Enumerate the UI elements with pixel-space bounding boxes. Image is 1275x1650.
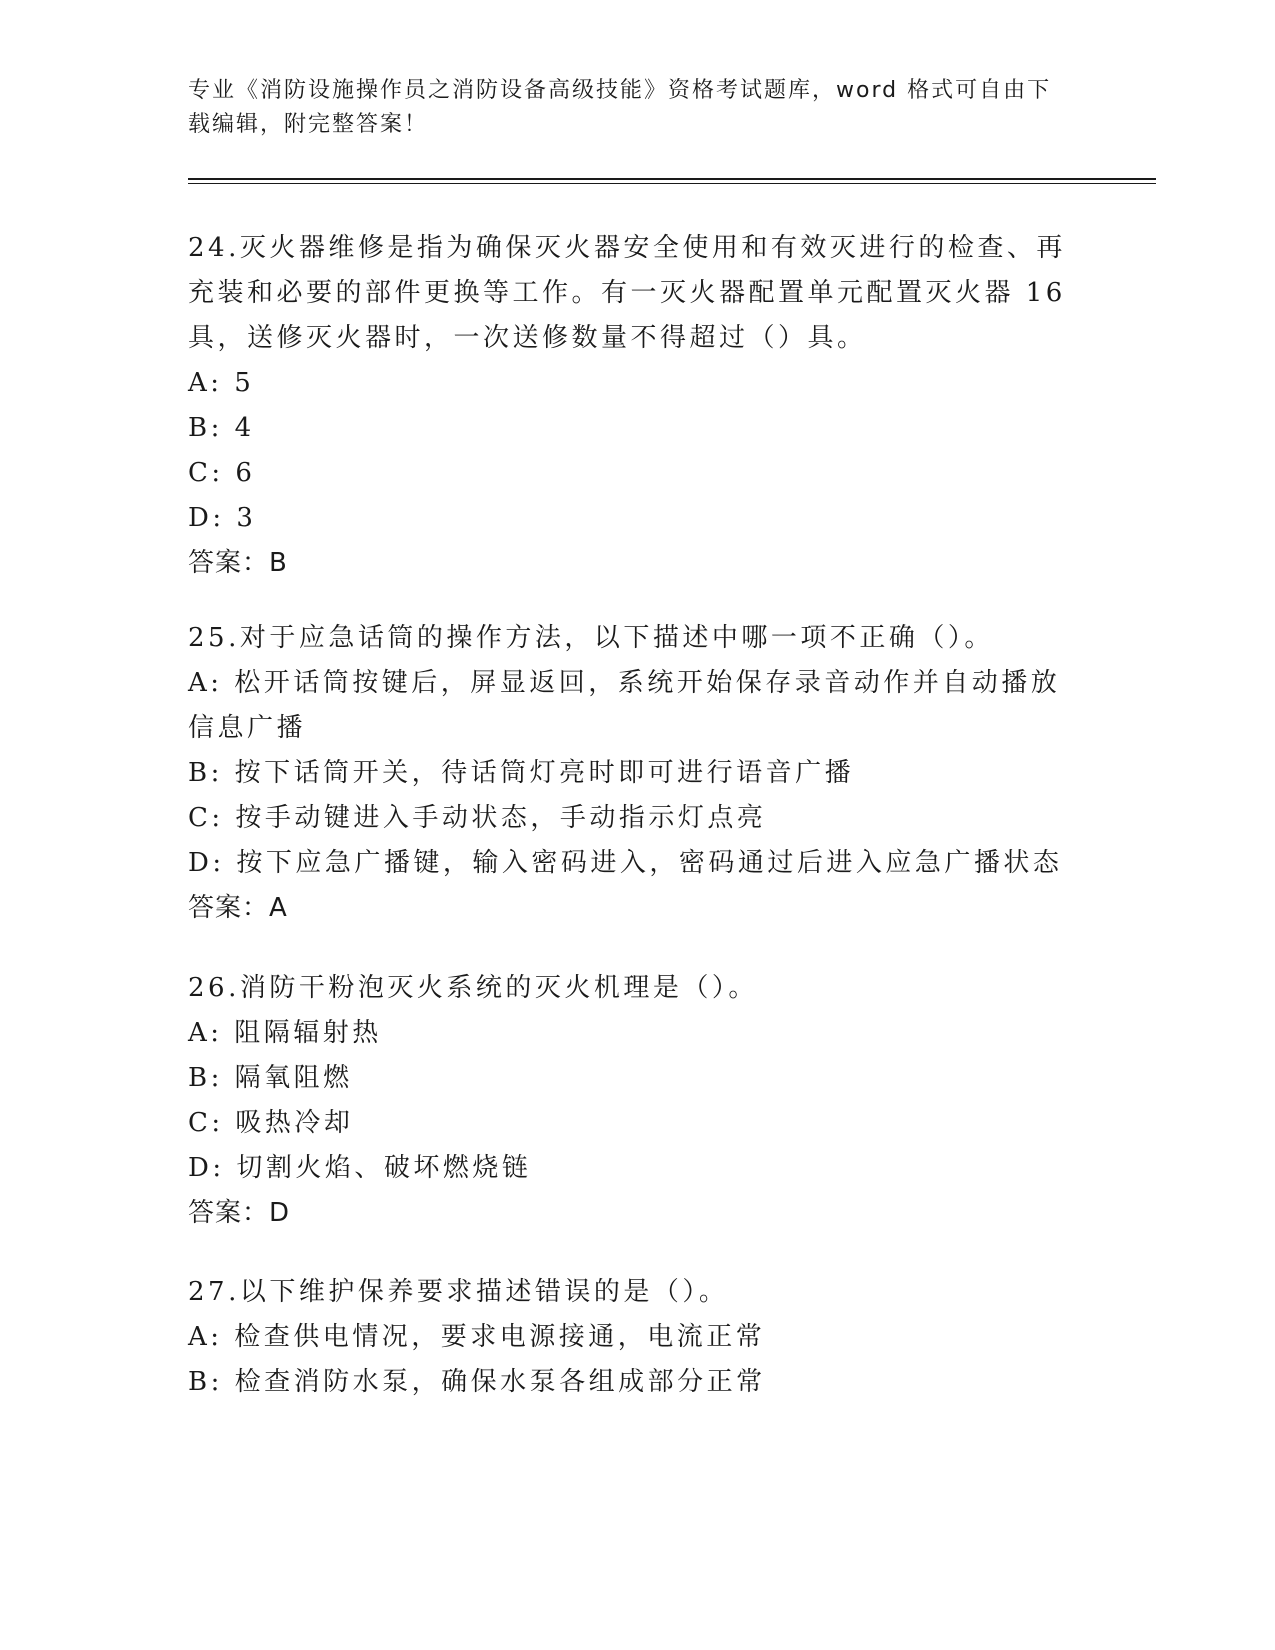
option-a: A: 松开话筒按键后，屏显返回，系统开始保存录音动作并自动播放信息广播 bbox=[188, 668, 1061, 743]
question-27 bbox=[188, 1270, 1088, 1405]
answer-key: 答案：A bbox=[188, 893, 288, 923]
option-b: B: 检查消防水泵，确保水泵各组成部分正常 bbox=[188, 1367, 766, 1397]
question-stem: 25.对于应急话筒的操作方法，以下描述中哪一项不正确（）。 bbox=[188, 623, 994, 653]
question-25 bbox=[188, 616, 1088, 931]
question-stem: 24.灭火器维修是指为确保灭火器安全使用和有效灭进行的检查、再充装和必要的部件更换等工作。有一灭火器配置单元配置灭火器 16 具，送修灭火器时，一次送修数量不得超过（）具。 bbox=[188, 233, 1066, 353]
answer-key: 答案：D bbox=[188, 1198, 291, 1228]
option-c: C: 6 bbox=[188, 458, 256, 488]
option-b: B: 隔氧阻燃 bbox=[188, 1063, 353, 1093]
header-divider bbox=[188, 178, 1156, 180]
question-stem: 27.以下维护保养要求描述错误的是（）。 bbox=[188, 1277, 729, 1307]
option-d: D: 3 bbox=[188, 503, 257, 533]
option-d: D: 按下应急广播键，输入密码进入，密码通过后进入应急广播状态 bbox=[188, 848, 1063, 878]
option-b: B: 4 bbox=[188, 413, 255, 443]
question-26 bbox=[188, 966, 1088, 1236]
option-a: A: 检查供电情况，要求电源接通，电流正常 bbox=[188, 1322, 766, 1352]
option-d: D: 切割火焰、破坏燃烧链 bbox=[188, 1153, 532, 1183]
answer-key: 答案：B bbox=[188, 548, 288, 578]
option-a: A: 阻隔辐射热 bbox=[188, 1018, 382, 1048]
option-c: C: 按手动键进入手动状态，手动指示灯点亮 bbox=[188, 803, 767, 833]
option-a: A: 5 bbox=[188, 368, 255, 398]
header-divider-thin bbox=[188, 183, 1156, 184]
document-header: 专业《消防设施操作员之消防设备高级技能》资格考试题库，word 格式可自由下载编辑，附完整答案！ bbox=[188, 78, 1052, 137]
question-stem: 26.消防干粉泡灭火系统的灭火机理是（）。 bbox=[188, 973, 758, 1003]
option-b: B: 按下话筒开关，待话筒灯亮时即可进行语音广播 bbox=[188, 758, 855, 788]
question-24 bbox=[188, 226, 1088, 586]
option-c: C: 吸热冷却 bbox=[188, 1108, 354, 1138]
